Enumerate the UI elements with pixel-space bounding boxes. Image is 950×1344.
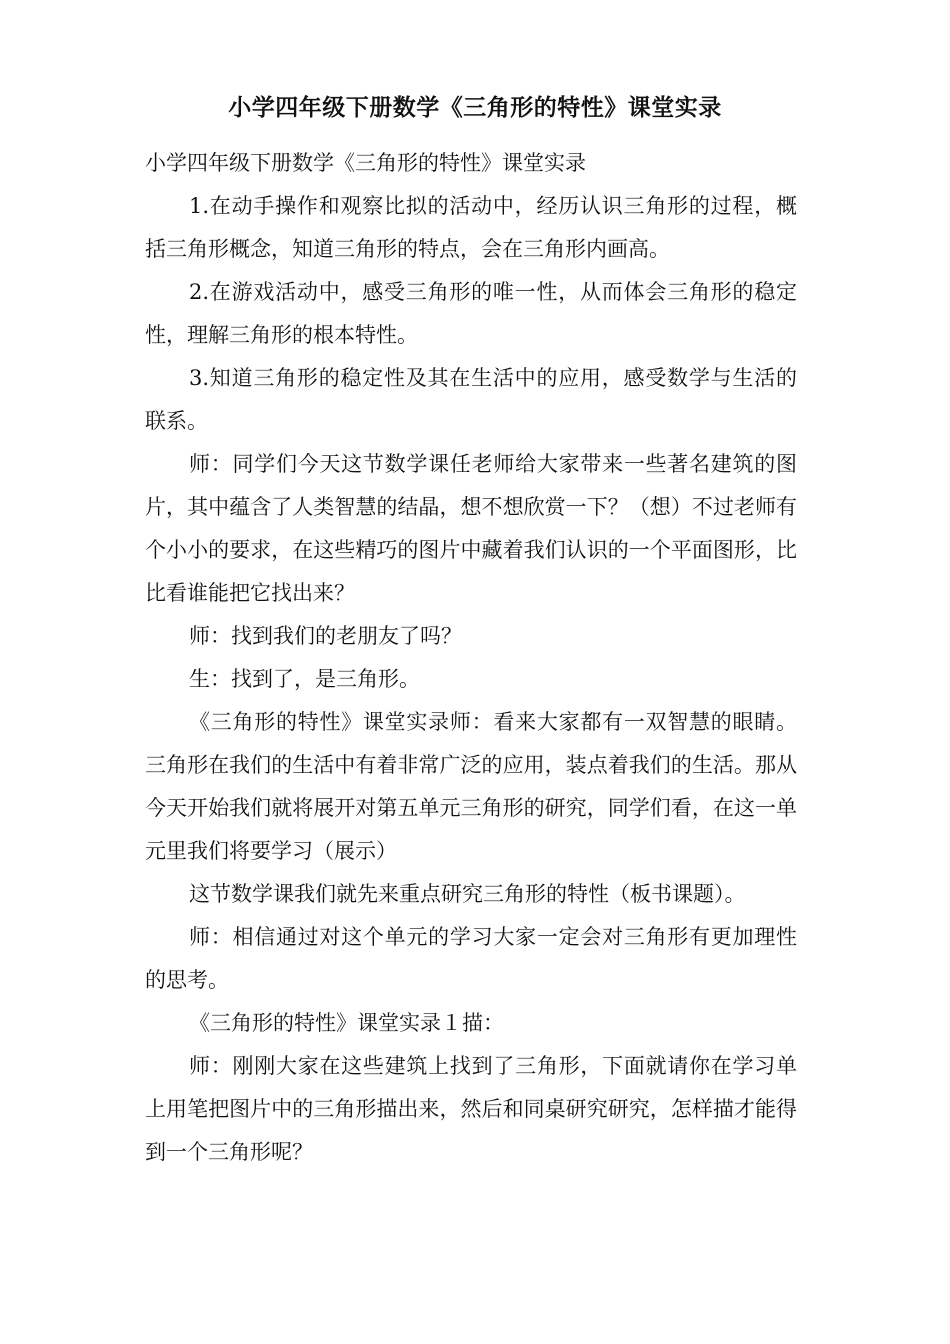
objective-paragraph-2: 2.在游戏活动中，感受三角形的唯一性，从而体会三角形的稳定性，理解三角形的根本特性。 bbox=[145, 280, 797, 347]
teacher-intro-paragraph: 师：同学们今天这节数学课任老师给大家带来一些著名建筑的图片，其中蕴含了人类智慧的结晶，想不想欣赏一下？（想）不过老师有个小小的要求，在这些精巧的图片中藏着我们认识的一个平面图形，比比看谁能把它找出来？ bbox=[145, 452, 797, 605]
record-paragraph: 《三角形的特性》课堂实录师：看来大家都有一双智慧的眼睛。三角形在我们的生活中有着非常广泛的应用，装点着我们的生活。那从今天开始我们就将展开对第五单元三角形的研究，同学们看，在这一单元里我们将要学习（展示） bbox=[145, 710, 797, 863]
teacher-question-paragraph: 师：找到我们的老朋友了吗？ bbox=[189, 624, 462, 648]
objective-paragraph-1: 1.在动手操作和观察比拟的活动中，经历认识三角形的过程，概括三角形概念，知道三角形的特点，会在三角形内画高。 bbox=[145, 194, 797, 261]
document-title: 小学四年级下册数学《三角形的特性》课堂实录 bbox=[228, 95, 722, 121]
objective-paragraph-3: 3.知道三角形的稳定性及其在生活中的应用，感受数学与生活的联系。 bbox=[145, 366, 797, 433]
teacher-instruction-paragraph: 师：刚刚大家在这些建筑上找到了三角形，下面就请你在学习单上用笔把图片中的三角形描出来，然后和同桌研究研究，怎样描才能得到一个三角形呢？ bbox=[145, 1054, 797, 1164]
teacher-belief-paragraph: 师：相信通过对这个单元的学习大家一定会对三角形有更加理性的思考。 bbox=[145, 925, 797, 992]
lesson-topic-paragraph: 这节数学课我们就先来重点研究三角形的特性（板书课题）。 bbox=[189, 882, 746, 906]
subtitle-paragraph: 小学四年级下册数学《三角形的特性》课堂实录 bbox=[145, 151, 586, 175]
section-heading-paragraph: 《三角形的特性》课堂实录１描： bbox=[189, 1011, 504, 1035]
document-body bbox=[145, 142, 797, 1174]
student-answer-paragraph: 生：找到了，是三角形。 bbox=[189, 667, 420, 691]
